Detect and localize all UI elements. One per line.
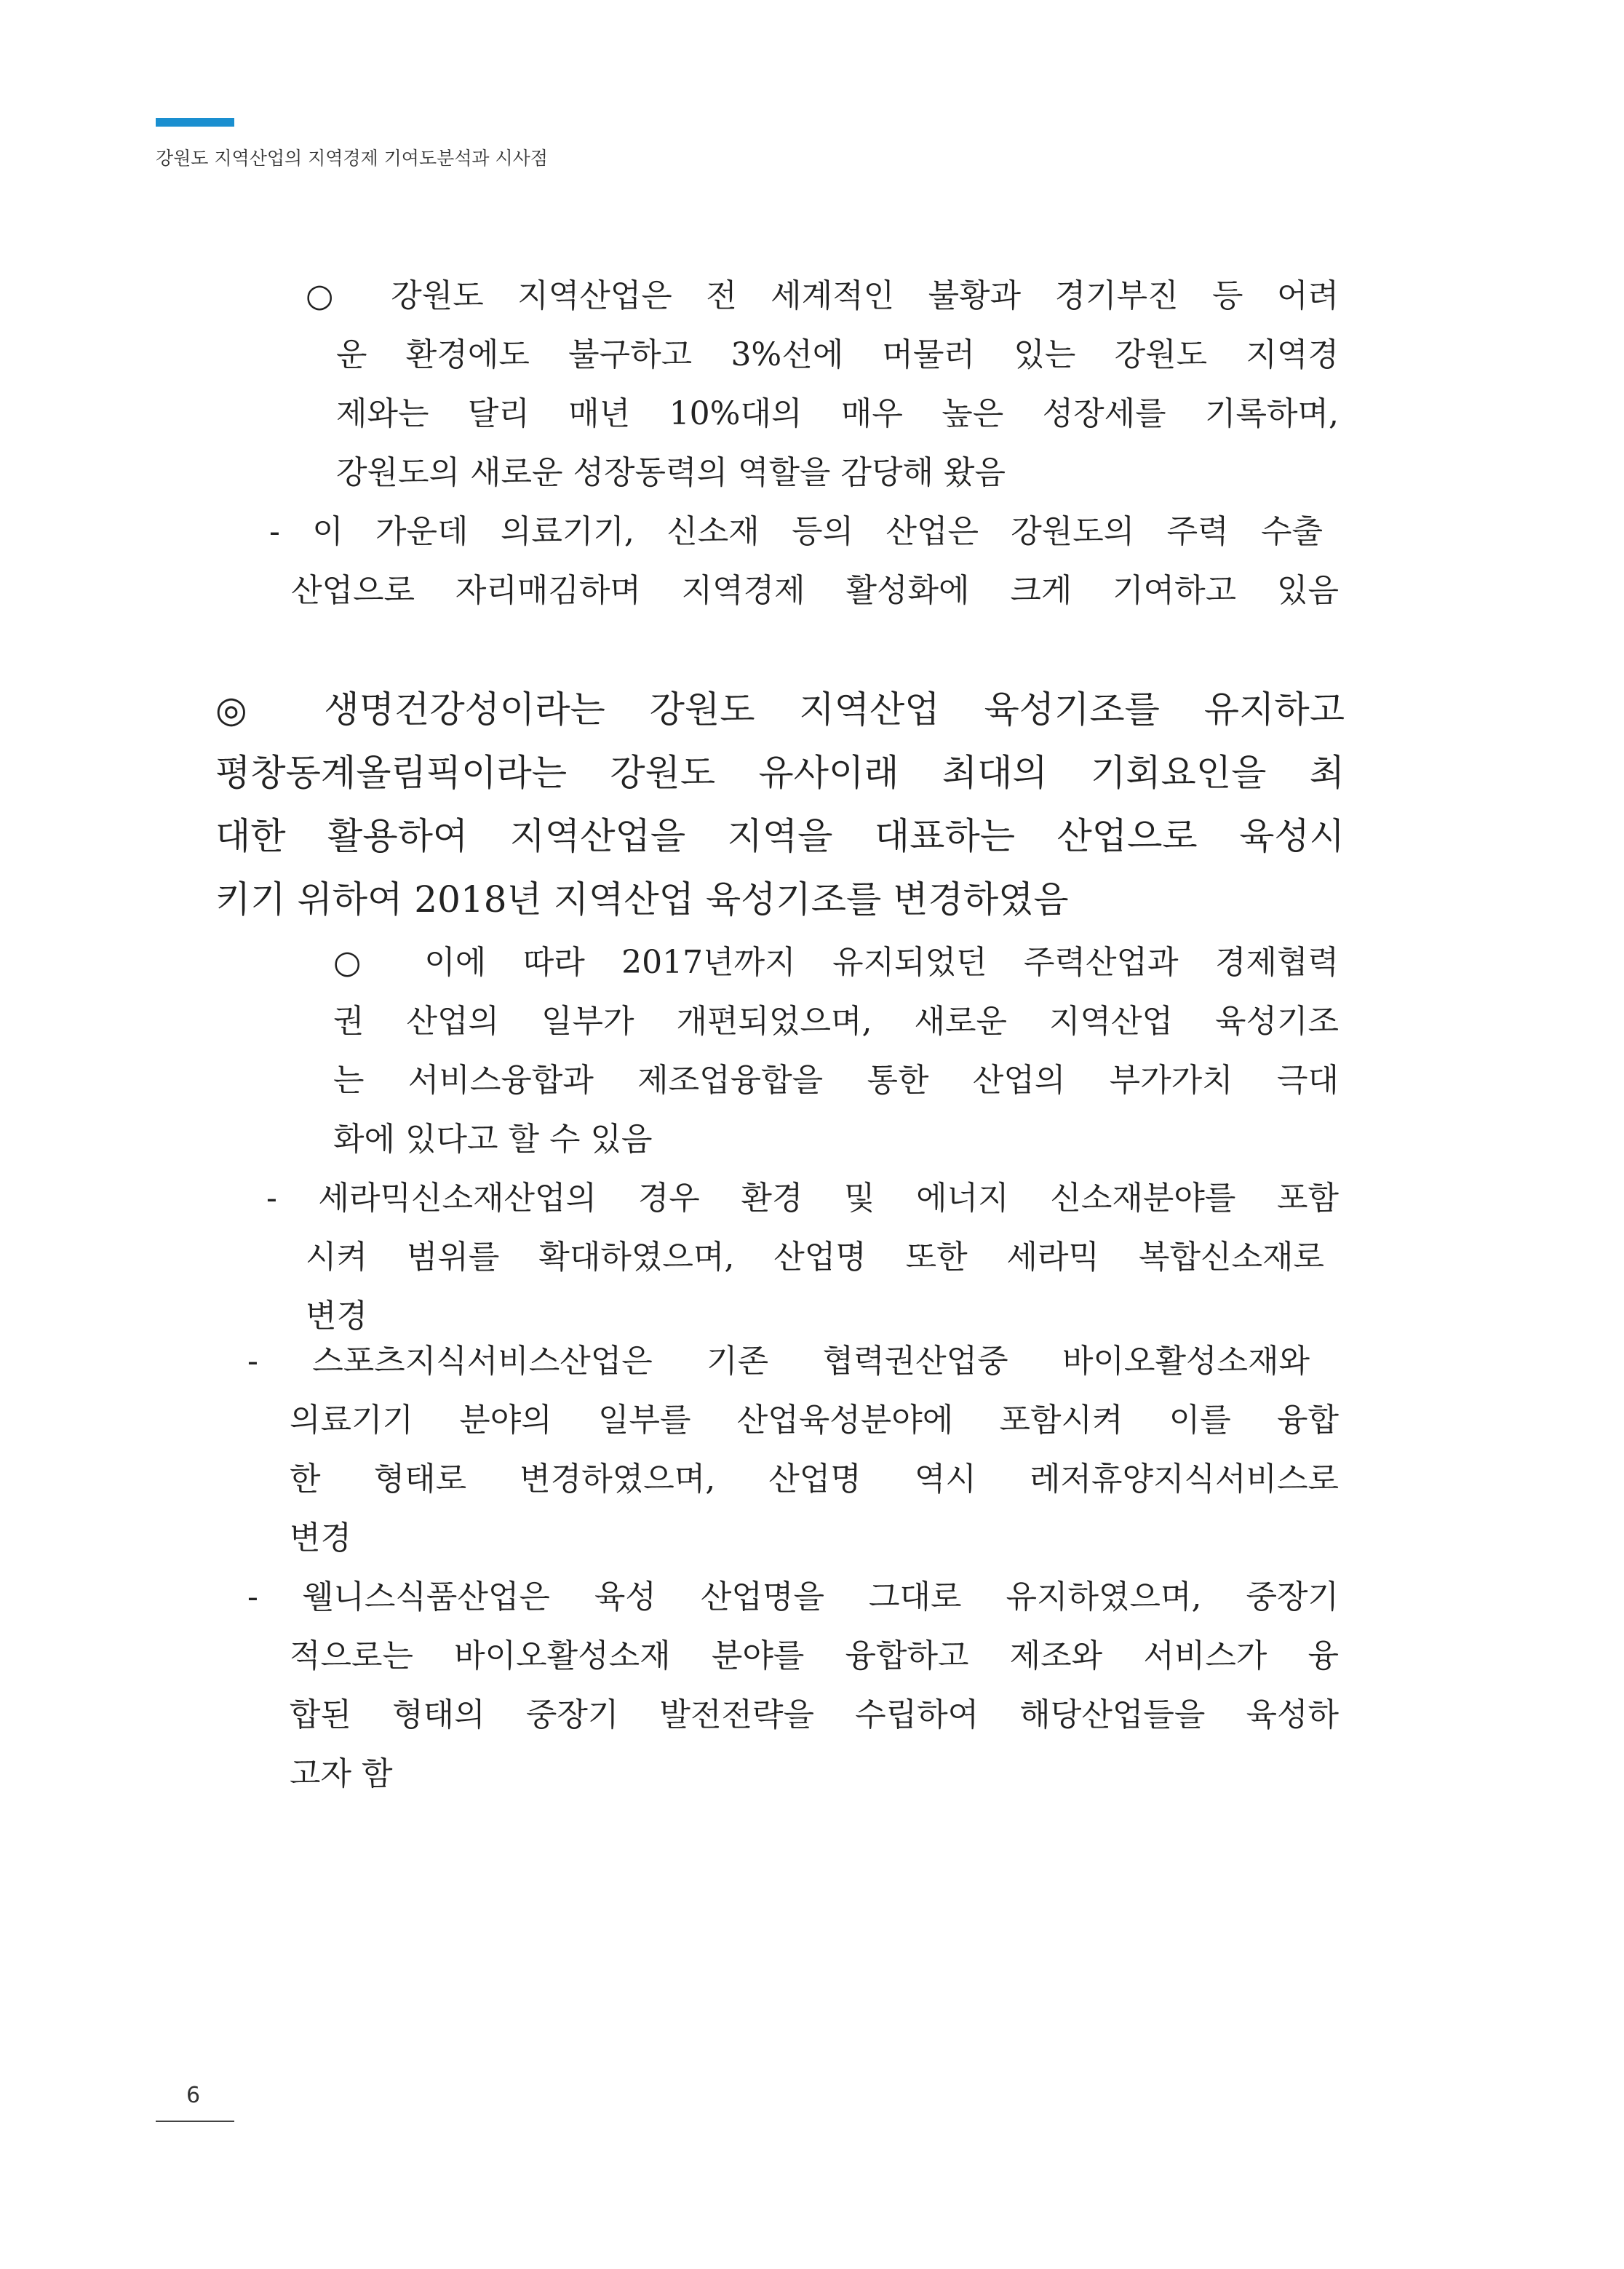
text-line: 화에 있다고 할 수 있음 (333, 1121, 653, 1158)
text-line: 적으로는 바이오활성소재 분야를 융합하고 제조와 서비스가 융 (290, 1637, 1339, 1674)
text-line: 강원도의 새로운 성장동력의 역할을 감당해 왔음 (336, 454, 1006, 491)
text-line: - 스포츠지식서비스산업은 기존 협력권산업중 바이오활성소재와 (247, 1343, 1310, 1380)
paragraph-dash-1 (269, 502, 1323, 561)
text-line: 의료기기 분야의 일부를 산업육성분야에 포함시켜 이를 융합 (290, 1402, 1339, 1439)
footer-rule (156, 2121, 234, 2122)
paragraph-dash-3-continuation (290, 1391, 1339, 1567)
text-line: 시켜 범위를 확대하였으며, 산업명 또한 세라믹 복합신소재로 (306, 1239, 1324, 1276)
text-line: ○ 이에 따라 2017년까지 유지되었던 주력산업과 경제협력 (333, 944, 1339, 981)
text-line: 평창동계올림픽이라는 강원도 유사이래 최대의 기회요인을 최 (215, 752, 1345, 794)
running-header-title: 강원도 지역산업의 지역경제 기여도분석과 시사점 (156, 148, 548, 169)
page-number: 6 (186, 2083, 201, 2108)
paragraph-circle-1-continuation (336, 325, 1339, 502)
text-line: ◎ 생명건강성이라는 강원도 지역산업 육성기조를 유지하고 (215, 688, 1345, 731)
text-line: 한 형태로 변경하였으며, 산업명 역시 레저휴양지식서비스로 (290, 1461, 1339, 1498)
header-accent-bar (156, 118, 234, 127)
paragraph-circle-1 (306, 266, 1339, 325)
text-line: 고자 함 (290, 1755, 393, 1792)
text-line: 변경 (306, 1298, 368, 1335)
paragraph-double-circle (215, 678, 1345, 931)
paragraph-dash-1-continuation (291, 561, 1339, 620)
paragraph-dash-3 (247, 1332, 1310, 1391)
text-line: 는 서비스융합과 제조업융합을 통한 산업의 부가가치 극대 (333, 1062, 1339, 1099)
paragraph-circle-2-continuation (333, 992, 1339, 1169)
paragraph-dash-4-continuation (290, 1626, 1339, 1803)
text-line: 제와는 달리 매년 10%대의 매우 높은 성장세를 기록하며, (336, 395, 1339, 432)
text-line: - 웰니스식품산업은 육성 산업명을 그대로 유지하였으며, 중장기 (247, 1578, 1339, 1616)
text-line: 키기 위하여 2018년 지역산업 육성기조를 변경하였음 (215, 878, 1069, 921)
text-line: - 이 가운데 의료기기, 신소재 등의 산업은 강원도의 주력 수출 (269, 513, 1323, 550)
paragraph-dash-2 (266, 1169, 1339, 1228)
paragraph-dash-4 (247, 1567, 1339, 1626)
text-line: 산업으로 자리매김하며 지역경제 활성화에 크게 기여하고 있음 (291, 572, 1339, 609)
paragraph-circle-2 (333, 933, 1339, 992)
text-line: - 세라믹신소재산업의 경우 환경 및 에너지 신소재분야를 포함 (266, 1180, 1339, 1217)
text-line: 대한 활용하여 지역산업을 지역을 대표하는 산업으로 육성시 (215, 815, 1345, 857)
paragraph-dash-2-continuation (306, 1228, 1324, 1346)
text-line: 변경 (290, 1519, 352, 1557)
text-line: 권 산업의 일부가 개편되었으며, 새로운 지역산업 육성기조 (333, 1003, 1339, 1040)
text-line: 합된 형태의 중장기 발전전략을 수립하여 해당산업들을 육성하 (290, 1696, 1339, 1733)
text-line: 운 환경에도 불구하고 3%선에 머물러 있는 강원도 지역경 (336, 336, 1339, 373)
text-line: ○ 강원도 지역산업은 전 세계적인 불황과 경기부진 등 어려 (306, 277, 1339, 314)
